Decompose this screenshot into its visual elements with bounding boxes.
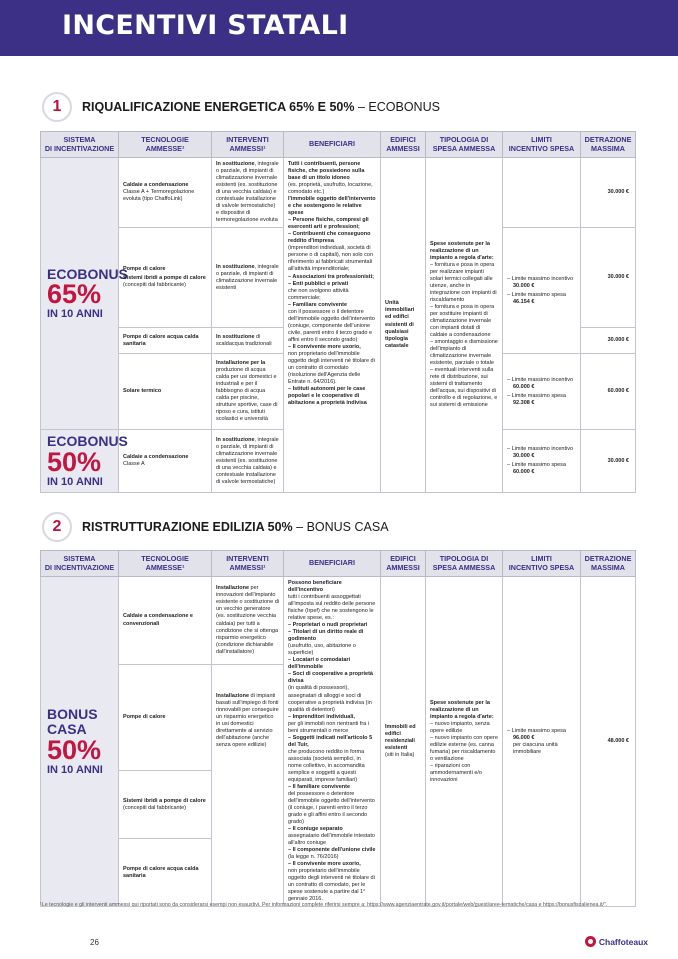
col-edifici: EDIFICI AMMESSI [381, 132, 426, 158]
table-row [41, 577, 636, 665]
beneficiari-line: Tutti i contribuenti, persone fisiche, che possiedono sulla base di un titolo idoneo [288, 161, 365, 182]
limit-cell: – Limite massimo incentivo 60.000 € – Limite massimo spesa 92.308 € [503, 354, 581, 430]
beneficiari-line: (in qualità di possessori), assegnatari di alloggi e soci di cooperative a proprietà indivisa (in qualità di detentori) [288, 685, 372, 713]
tipologia-line: – eventuali interventi sulla rete di distribuzione, sui sistemi di trattamento dell'acqua, sui dispositivi di controllo e di regolazione, e sui sistemi di emissione [430, 367, 498, 409]
beneficiari-line: – Soci di cooperative a proprietà divisa [288, 671, 373, 685]
beneficiari-line: del possessore o detentore dell'immobile oggetto dell'intervento (il coniuge, i parenti entro il terzo grado e gli affini entro il secondo grado) [288, 790, 375, 826]
col-limiti: LIMITI INCENTIVO SPESA [503, 551, 581, 577]
brand-logo [585, 936, 648, 947]
max-cell: 30.000 € [581, 328, 636, 354]
ecobonus-65-label: ECOBONUS 65% IN 10 ANNI [41, 158, 119, 430]
beneficiari-line: assegnatario dell'immobile intestato all'altro coniuge [288, 833, 375, 847]
tipologia-line: – riparazioni con ammodernamenti e/o innovazioni [430, 762, 482, 783]
beneficiari-line: – Istituti autonomi per le case popolari e le cooperative di abitazione a proprietà indivisa [288, 386, 367, 407]
footnote: ¹Le tecnologie e gli interventi ammessi qui riportati sono da considerarsi esempi non esaustivi. Per informazioni complete riferirsi sempre a: https://www.agenziaentrate.gov.it/portale/web/guest/aree-tematiche/casa e https://bonusfiscalienea.it/". [40, 902, 608, 908]
page-header [0, 0, 678, 56]
interv-cell: In sostituzione, integrale o parziale, di impianti di climatizzazione invernale esistenti (es. sostituzione di una vecchia caldaia) e contestuale installazione di valvole termostatiche) e dispositivi di termoregolazione evoluta [212, 158, 284, 228]
max-cell: 30.000 € [581, 430, 636, 493]
ecobonus-50-label: ECOBONUS 50% IN 10 ANNI [41, 430, 119, 493]
brand-name: Chaffoteaux [598, 936, 648, 947]
interv-cell: Installazione per innovazioni dell'impianto esistente o sostituzione di un vecchio generatore (es. sostituzione vecchia caldaia) per tutti a condizione che si ottenga risparmio energetico (condizione dichiarabile dall'installatore) [212, 577, 284, 665]
beneficiari-line: – Il convivente more uxorio, [288, 861, 361, 868]
page-number: 26 [90, 938, 99, 947]
tech-cell: Caldaie a condensazione Classe A + Termoregolazione evoluta (tipo ChaffoLink) [119, 158, 212, 228]
tech-cell: Pompe di calore Sistemi ibridi a pompe di calore (concepiti dal fabbricante) [119, 228, 212, 328]
beneficiari-line: – Il familiare convivente [288, 783, 351, 790]
bonus-casa-table [40, 550, 636, 907]
interv-cell: In sostituzione, integrale o parziale, di impianti di climatizzazione invernale esistenti [212, 228, 284, 328]
col-tecnologie: TECNOLOGIE AMMESSE¹ [119, 551, 212, 577]
table-header-row [41, 551, 636, 577]
limit-cell: – Limite massimo spesa 96.000 € per ciascuna unità immobiliare [503, 577, 581, 907]
col-interventi: INTERVENTI AMMESSI¹ [212, 551, 284, 577]
beneficiari-line: – Enti pubblici e privati [288, 280, 349, 287]
section-2-number: 2 [42, 512, 72, 542]
tech-cell: Sistemi ibridi a pompe di calore (concepiti dal fabbricante) [119, 771, 212, 839]
beneficiari-line: con il possessore o il detentore dell'immobile oggetto dell'intervento (coniuge, componente dell'unione civile, parenti entro il terzo grado e affini entro il secondo grado) [288, 308, 375, 343]
beneficiari-line: – Il componente dell'unione civile [288, 847, 376, 854]
col-interventi: INTERVENTI AMMESSI¹ [212, 132, 284, 158]
tech-cell: Solare termico [119, 354, 212, 430]
interv-cell: Installazione per la produzione di acqua calda per usi domestici e industriali e per il fabbisogno di acqua calda per piscine, strutture sportive, case di riposo e cura, istituti scolastici e università [212, 354, 284, 430]
beneficiari-line: (es. proprietà, usufrutto, locazione, comodato etc.) [288, 182, 373, 196]
max-cell: 30.000 € [581, 158, 636, 228]
col-detrazione: DETRAZIONE MASSIMA [581, 551, 636, 577]
edifici-cell: Unità immobiliari ed edifici esistenti di qualsiasi tipologia catastale [381, 158, 426, 493]
col-detrazione: DETRAZIONE MASSIMA [581, 132, 636, 158]
beneficiari-line: – Il convivente more uxorio, [288, 343, 361, 350]
section-1-title [42, 92, 440, 122]
section-1-heading: RIQUALIFICAZIONE ENERGETICA 65% E 50% [82, 100, 355, 114]
beneficiari-line: – Titolari di un diritto reale di godimento [288, 629, 364, 643]
col-beneficiari: BENEFICIARI [284, 132, 381, 158]
bonus-casa-label: BONUS CASA 50% IN 10 ANNI [41, 577, 119, 907]
beneficiari-line: – Il coniuge separato [288, 826, 343, 833]
beneficiari-line: tutti i contribuenti assoggettati all'imposta sul reddito delle persone fisiche (Irpef) che ne sostengono le relative spese, es.: [288, 594, 376, 622]
chaffoteaux-logo-icon [585, 936, 596, 947]
interv-cell: Installazione di impianti basati sull'impiego di fonti rinnovabili per conseguire un risparmio energetico in usi domestici direttamente al servizio dell'abitazione (anche senza opere edilizie) [212, 665, 284, 907]
col-beneficiari: BENEFICIARI [284, 551, 381, 577]
beneficiari-line: per gli immobili non rientranti fra i beni strumentali o merce [288, 720, 370, 734]
page-title: INCENTIVI STATALI [62, 10, 349, 41]
tipologia-cell [426, 577, 503, 907]
beneficiari-cell [284, 577, 381, 907]
edifici-cell: Immobili ed edifici residenziali esistenti (siti in Italia) [381, 577, 426, 907]
interv-cell: In sostituzione, integrale o parziale, di impianti di climatizzazione invernale esistenti (es. sostituzione di una vecchia caldaia) e contestuale installazione di valvole termostatiche) [212, 430, 284, 493]
max-cell: 48.000 € [581, 577, 636, 907]
beneficiari-line: – Associazioni tra professionisti; [288, 273, 374, 280]
tech-cell: Pompe di calore [119, 665, 212, 771]
table-row [41, 158, 636, 228]
beneficiari-line: – Familiare convivente [288, 301, 347, 308]
tipologia-line: – nuovo impianto, senza opere edilizie [430, 720, 490, 734]
beneficiari-line: non proprietario dell'immobile oggetto degli interventi né titolare di un contratto di comodato (risoluzione dell'Agenzia delle Entrate n. 64/2016). [288, 350, 375, 385]
limit-cell: – Limite massimo incentivo 30.000 € – Limite massimo spesa 46.154 € [503, 228, 581, 354]
section-1-number: 1 [42, 92, 72, 122]
interv-cell: In sostituzione di scaldacqua tradizionali [212, 328, 284, 354]
ecobonus-table [40, 131, 636, 493]
beneficiari-line: (la legge n. 76/2016) [288, 854, 339, 861]
section-1-subheading: – ECOBONUS [354, 100, 440, 114]
tipologia-line: – smontaggio e dismissione dell'impianto di climatizzazione invernale esistente, parziale o totale [430, 339, 498, 367]
beneficiari-line: – Imprenditori individuali, [288, 713, 355, 720]
tipologia-line: – nuovo impianto con opere edilizie esterne (es. canna fumaria) per riscaldamento o ventilazione [430, 734, 498, 762]
col-tipologia: TIPOLOGIA DI SPESA AMMESSA [426, 132, 503, 158]
beneficiari-line: (usufrutto, uso, abitazione o superficie) [288, 643, 356, 657]
col-limiti: LIMITI INCENTIVO SPESA [503, 132, 581, 158]
tipologia-line: Spese sostenute per la realizzazione di un impianto a regola d'arte: [430, 699, 494, 720]
beneficiari-line: che producono reddito in forma associata (società semplici, in nome collettivo, in accomandita semplice e soggetti a questi equiparati, imprese familiari) [288, 748, 365, 783]
beneficiari-line: – Persone fisiche, compresi gli esercenti arti e professioni; [288, 217, 369, 231]
beneficiari-cell [284, 158, 381, 493]
max-cell: 30.000 € [581, 228, 636, 328]
limit-cell [503, 158, 581, 228]
tipologia-cell [426, 158, 503, 493]
beneficiari-line: non proprietario dell'immobile oggetto degli interventi né titolare di un contratto di comodato, per le spese sostenute a partire dal 1° gennaio 2016. [288, 868, 375, 903]
col-tecnologie: TECNOLOGIE AMMESSE¹ [119, 132, 212, 158]
table-header-row [41, 132, 636, 158]
beneficiari-line: che non svolgono attività commerciale; [288, 287, 349, 301]
col-edifici: EDIFICI AMMESSI [381, 551, 426, 577]
col-tipologia: TIPOLOGIA DI SPESA AMMESSA [426, 551, 503, 577]
col-sistema: SISTEMA DI INCENTIVAZIONE [41, 551, 119, 577]
beneficiari-line: l'immobile oggetto dell'intervento e che sostengono le relative spese [288, 196, 376, 217]
section-2-subheading: – BONUS CASA [292, 520, 389, 534]
beneficiari-line: – Soggetti indicati nell'articolo 5 del Tuir, [288, 734, 373, 748]
tech-cell: Caldaie a condensazione Classe A [119, 430, 212, 493]
tech-cell: Pompe di calore acqua calda sanitaria [119, 328, 212, 354]
beneficiari-line: – Proprietari o nudi proprietari [288, 622, 368, 629]
beneficiari-line: – Locatari o comodatari dell'immobile [288, 657, 351, 671]
max-cell: 60.000 € [581, 354, 636, 430]
col-sistema: SISTEMA DI INCENTIVAZIONE [41, 132, 119, 158]
limit-cell: – Limite massimo incentivo 30.000 € – Limite massimo spesa 60.000 € [503, 430, 581, 493]
beneficiari-line: – Contribuenti che conseguono reddito d'impresa [288, 231, 371, 245]
section-2-heading: RISTRUTTURAZIONE EDILIZIA 50% [82, 520, 293, 534]
tipologia-line: Spese sostenute per la realizzazione di un impianto a regola d'arte: [430, 240, 494, 261]
beneficiari-line: (imprenditori individuali, società di persone o di capitali), non solo con riferimento ai fabbricati strumentali all'attività imprenditoriale; [288, 245, 373, 273]
beneficiari-line: Possono beneficiare dell'incentivo [288, 580, 342, 594]
tech-cell: Pompe di calore acqua calda sanitaria [119, 839, 212, 907]
tech-cell: Caldaie a condensazione e convenzionali [119, 577, 212, 665]
section-2-title [42, 512, 389, 542]
tipologia-line: – fornitura e posa in opera per realizzare impianti solari termici collegati alle utenze, anche in integrazione con impianti di riscaldamento [430, 261, 497, 303]
tipologia-line: – fornitura e posa in opera per sostituire impianti di climatizzazione invernale con impianti dotati di caldaie a condensazione [430, 303, 495, 339]
